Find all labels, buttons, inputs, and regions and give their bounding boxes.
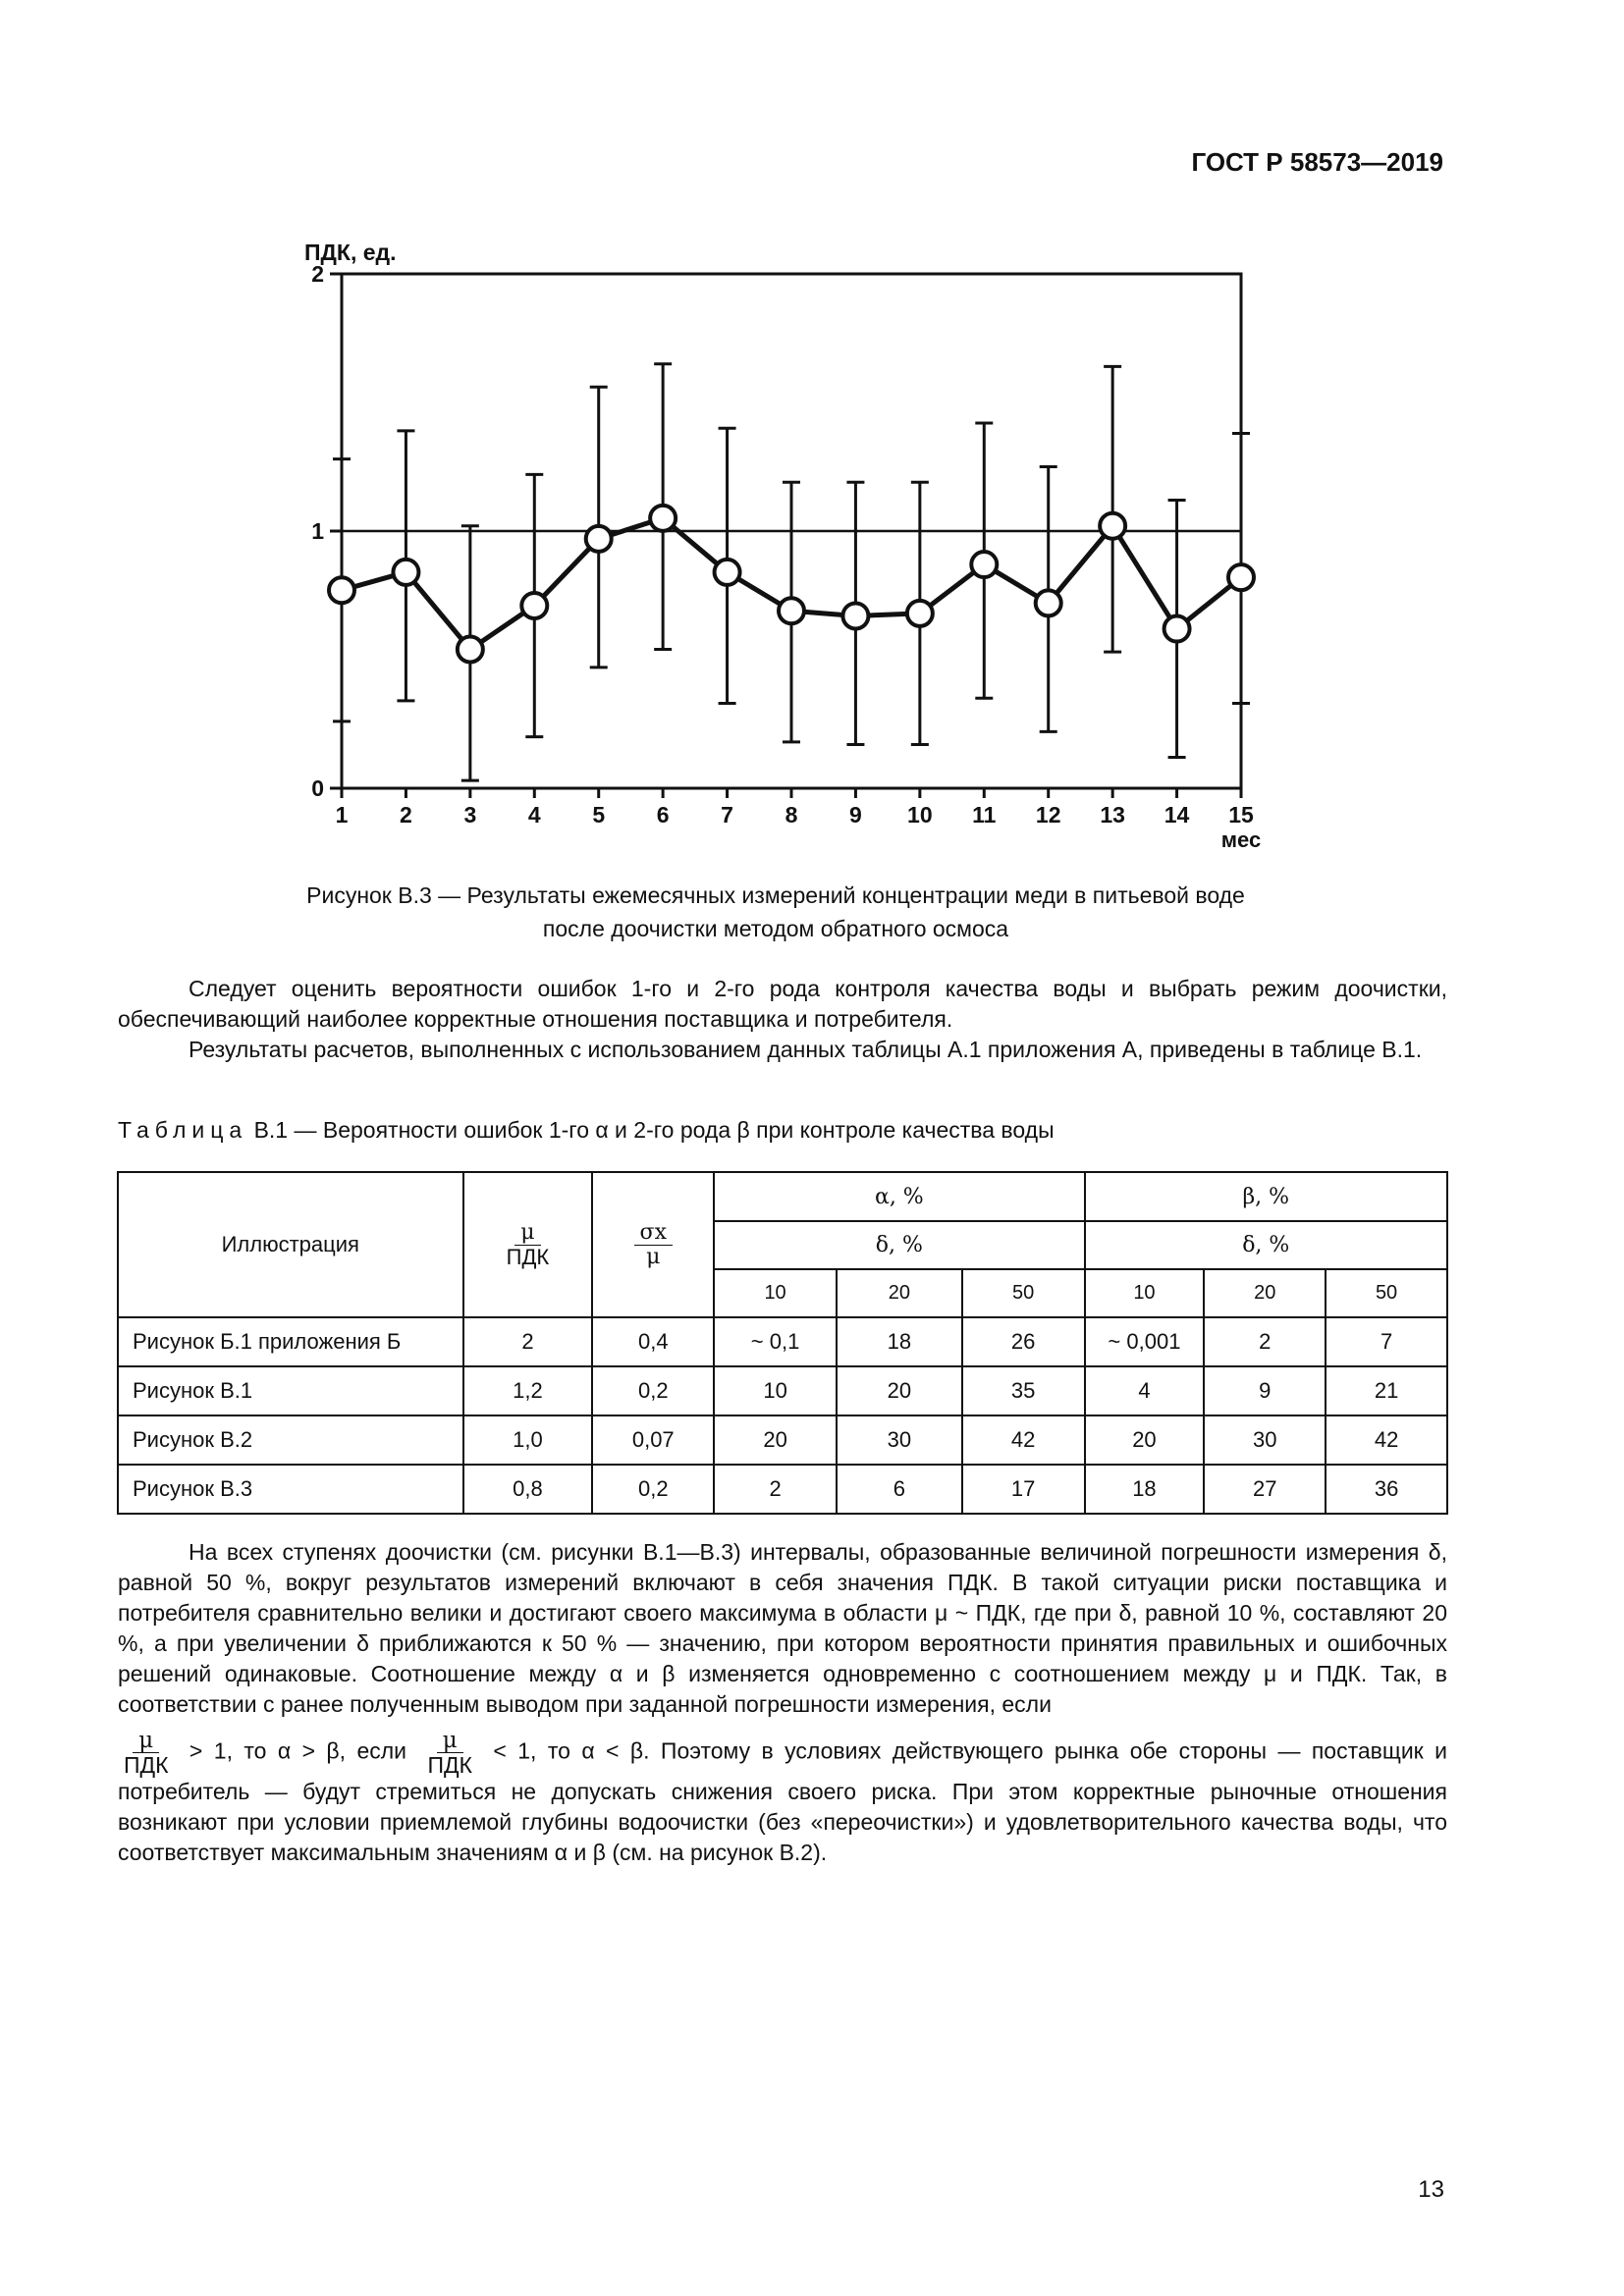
- row-alpha-10: 10: [714, 1366, 837, 1415]
- row-mu-pdk: 1,2: [463, 1366, 593, 1415]
- x-tick-label: 4: [527, 802, 541, 828]
- x-tick-label: 12: [1035, 802, 1061, 828]
- paragraph-1: Следует оценить вероятности ошибок 1-го и 2-го рода контроля качества воды и выбрать режим доочистки, обеспечивающий наиболее корректные отношения поставщика и потребителя.: [118, 976, 1447, 1032]
- x-tick-label: 8: [785, 802, 798, 828]
- row-beta-20: 27: [1204, 1465, 1326, 1514]
- row-beta-50: 42: [1326, 1415, 1447, 1465]
- data-point: [586, 526, 612, 552]
- alpha-delta-10: 10: [714, 1269, 837, 1317]
- row-beta-10: 4: [1085, 1366, 1205, 1415]
- x-tick-label: 5: [592, 802, 606, 828]
- header-mu: μ: [514, 1221, 540, 1246]
- row-alpha-50: 26: [962, 1317, 1085, 1366]
- x-tick-label: 14: [1164, 802, 1190, 828]
- row-sigma-mu: 0,2: [592, 1366, 714, 1415]
- paragraph-3-continuation: [118, 1729, 1447, 1868]
- data-point: [329, 577, 354, 603]
- header-mu-pdk: [463, 1172, 593, 1317]
- paragraph-3-part2: < 1, то α < β. Поэтому в условиях действующего рынка обе стороны — поставщик и потребитель — будут стремиться не допускать снижения своего риска. При этом корректные рыночные отношения возникают при условии приемлемой глубины водоочистки (без «переочистки») и удовлетворительного качества воды, что соответствует максимальным значениям α и β (см. на рисунок В.2).: [118, 1737, 1447, 1865]
- row-name: Рисунок Б.1 приложения Б: [118, 1317, 463, 1366]
- data-point: [842, 603, 868, 628]
- data-point: [779, 598, 804, 623]
- row-beta-20: 30: [1204, 1415, 1326, 1465]
- row-alpha-10: 20: [714, 1415, 837, 1465]
- error-bar-chart: [0, 0, 1624, 864]
- row-alpha-20: 20: [837, 1366, 962, 1415]
- header-beta: β, %: [1085, 1172, 1447, 1221]
- table-row: [118, 1415, 1447, 1465]
- x-tick-label: 10: [907, 802, 933, 828]
- alpha-delta-20: 20: [837, 1269, 962, 1317]
- fraction-pdk: ПДК: [124, 1752, 169, 1778]
- header-pdk: ПДК: [506, 1244, 550, 1269]
- figure-caption-line2: после доочистки методом обратного осмоса: [542, 916, 1009, 941]
- fraction-pdk-2: ПДК: [427, 1752, 472, 1778]
- x-tick-label: 11: [972, 802, 997, 828]
- row-alpha-20: 6: [837, 1465, 962, 1514]
- data-point: [1228, 564, 1254, 590]
- data-point: [1100, 513, 1125, 539]
- alpha-delta-50: 50: [962, 1269, 1085, 1317]
- fraction-mu-pdk-2: [421, 1729, 478, 1777]
- header-illustration: Иллюстрация: [118, 1172, 463, 1317]
- data-point: [521, 593, 547, 618]
- header-sigma: σx: [634, 1221, 673, 1246]
- data-point: [650, 506, 676, 531]
- fraction-mu-pdk: [118, 1729, 175, 1777]
- page-number: 13: [1418, 2176, 1444, 2203]
- row-beta-20: 2: [1204, 1317, 1326, 1366]
- fraction-mu: μ: [133, 1729, 159, 1753]
- row-alpha-20: 18: [837, 1317, 962, 1366]
- paragraph-3-mid: > 1, то α > β, если: [178, 1737, 418, 1764]
- beta-delta-20: 20: [1204, 1269, 1326, 1317]
- table-caption-text: В.1 — Вероятности ошибок 1-го α и 2-го рода β при контроле качества воды: [247, 1117, 1055, 1143]
- document-header: ГОСТ Р 58573—2019: [1191, 147, 1443, 177]
- row-sigma-mu: 0,07: [592, 1415, 714, 1465]
- figure-caption-line1: Рисунок В.3 — Результаты ежемесячных измерений концентрации меди в питьевой воде: [306, 882, 1245, 908]
- row-alpha-10: 2: [714, 1465, 837, 1514]
- x-tick-label: 6: [656, 802, 670, 828]
- row-name: Рисунок В.1: [118, 1366, 463, 1415]
- row-beta-10: 20: [1085, 1415, 1205, 1465]
- fraction-mu-2: μ: [437, 1729, 463, 1753]
- header-alpha-delta: δ, %: [714, 1221, 1084, 1269]
- paragraph-3-part1: На всех ступенях доочистки (см. рисунки В.1—В.3) интервалы, образованные величиной погрешности измерения δ, равной 50 %, вокруг результатов измерений включают в себя значения ПДК. В такой ситуации риски поставщика и потребителя сравнительно велики и достигают своего максимума в области μ ~ ПДК, где при δ, равной 10 %, составляют 20 %, а при увеличении δ приближаются к 50 % — значению, при котором вероятности принятия правильных и ошибочных решений одинаковые. Соотношение между α и β изменяется одновременно с соотношением между μ и ПДК. Так, в соответствии с ранее полученным выводом при заданной погрешности измерения, если: [118, 1539, 1447, 1717]
- data-point: [971, 552, 997, 577]
- data-point: [907, 601, 933, 626]
- row-sigma-mu: 0,2: [592, 1465, 714, 1514]
- x-tick-label: 9: [849, 802, 862, 828]
- data-point: [393, 560, 418, 585]
- row-mu-pdk: 1,0: [463, 1415, 593, 1465]
- beta-delta-50: 50: [1326, 1269, 1447, 1317]
- table-caption-label: Таблица: [118, 1117, 248, 1143]
- row-beta-20: 9: [1204, 1366, 1326, 1415]
- beta-delta-10: 10: [1085, 1269, 1205, 1317]
- data-point: [1164, 616, 1190, 642]
- row-alpha-20: 30: [837, 1415, 962, 1465]
- row-alpha-10: ~ 0,1: [714, 1317, 837, 1366]
- x-tick-label: 15: [1228, 802, 1254, 828]
- row-mu-pdk: 2: [463, 1317, 593, 1366]
- x-axis-label: мес: [1220, 828, 1262, 852]
- paragraph-3: [118, 1537, 1447, 1868]
- row-alpha-50: 42: [962, 1415, 1085, 1465]
- y-tick-label: 2: [311, 261, 324, 287]
- table-row: [118, 1465, 1447, 1514]
- header-alpha: α, %: [714, 1172, 1084, 1221]
- row-name: Рисунок В.3: [118, 1465, 463, 1514]
- table-row: [118, 1317, 1447, 1366]
- row-beta-10: ~ 0,001: [1085, 1317, 1205, 1366]
- paragraph-2: Результаты расчетов, выполненных с использованием данных таблицы А.1 приложения А, приведены в таблице В.1.: [189, 1037, 1423, 1062]
- row-mu-pdk: 0,8: [463, 1465, 593, 1514]
- row-name: Рисунок В.2: [118, 1415, 463, 1465]
- row-beta-50: 36: [1326, 1465, 1447, 1514]
- row-alpha-50: 17: [962, 1465, 1085, 1514]
- y-tick-label: 1: [311, 518, 324, 544]
- header-beta-delta: δ, %: [1085, 1221, 1447, 1269]
- x-tick-label: 13: [1100, 802, 1125, 828]
- y-tick-label: 0: [311, 775, 324, 801]
- row-beta-10: 18: [1085, 1465, 1205, 1514]
- x-tick-label: 7: [721, 802, 733, 828]
- row-beta-50: 7: [1326, 1317, 1447, 1366]
- header-sigma-mu: [592, 1172, 714, 1317]
- x-tick-label: 3: [463, 802, 477, 828]
- data-point: [458, 637, 483, 663]
- row-beta-50: 21: [1326, 1366, 1447, 1415]
- table-row: [118, 1366, 1447, 1415]
- data-point: [715, 560, 740, 585]
- row-alpha-50: 35: [962, 1366, 1085, 1415]
- x-tick-label: 1: [335, 802, 349, 828]
- row-sigma-mu: 0,4: [592, 1317, 714, 1366]
- y-axis-label: ПДК, ед.: [304, 240, 397, 265]
- x-tick-label: 2: [400, 802, 412, 828]
- header-mu-den: μ: [646, 1244, 661, 1269]
- data-point: [1036, 590, 1061, 615]
- table-caption: [118, 1117, 1055, 1144]
- figure-caption: [147, 879, 1404, 945]
- error-probability-table: [117, 1171, 1448, 1515]
